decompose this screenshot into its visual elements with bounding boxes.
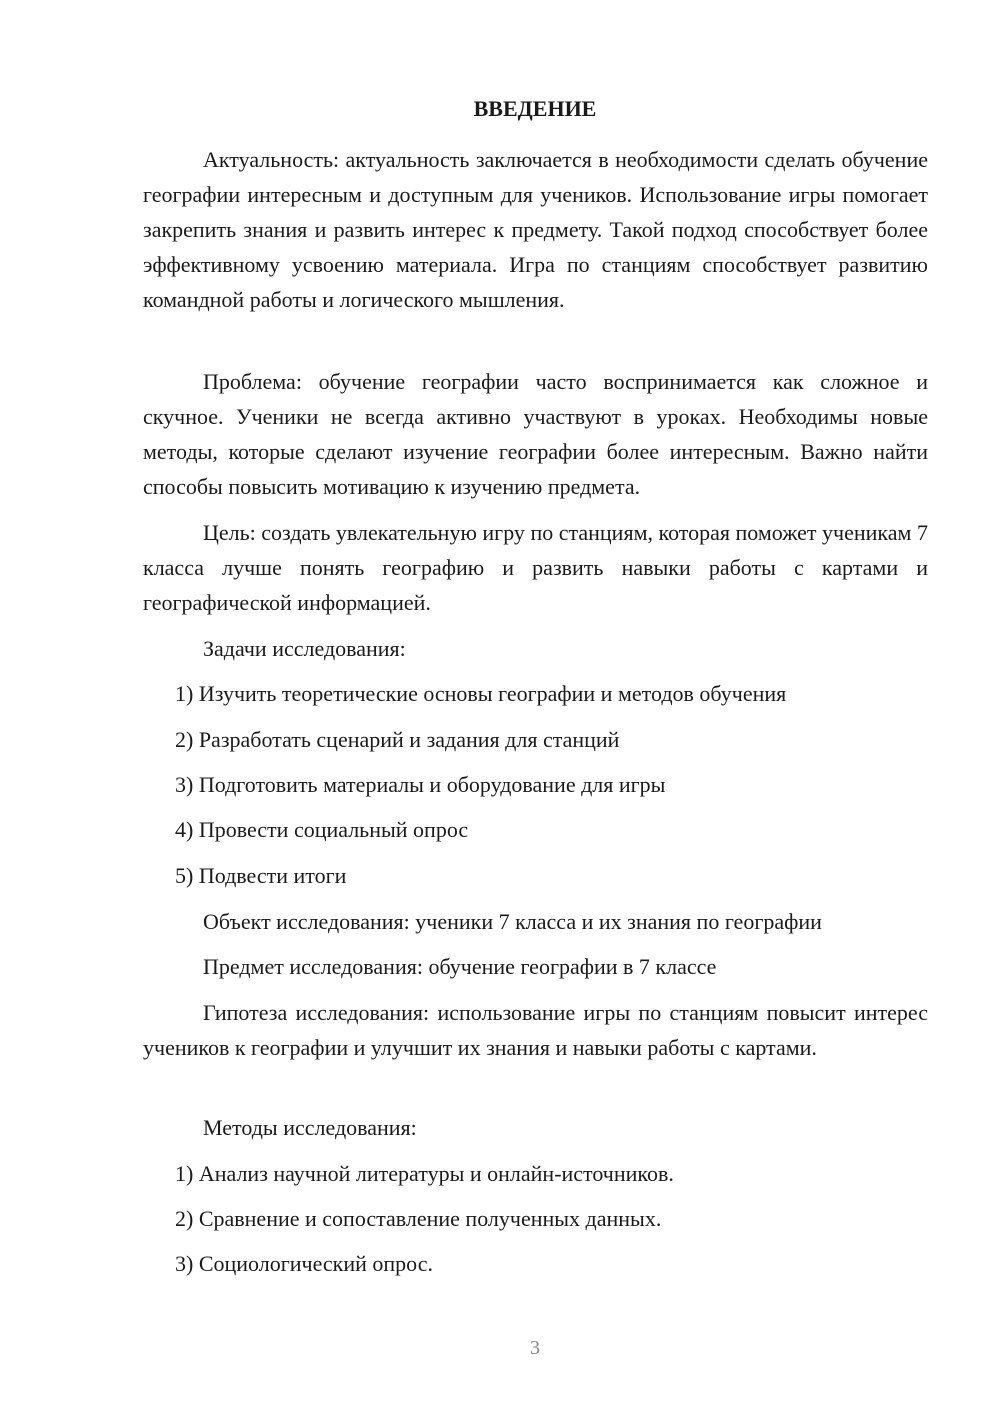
method-item: 1) Анализ научной литературы и онлайн-источников. [175,1161,674,1186]
task-item: 4) Провести социальный опрос [175,817,469,842]
method-item: 3) Социологический опрос. [175,1251,433,1276]
page-title: ВВЕДЕНИЕ [473,96,597,121]
problem-paragraph: Проблема: обучение географии часто воспринимается как сложное и скучное. Ученики не всегда активно участвуют в уроках. Необходимы новые методы, которые сделают изучение географии более интересным. Важно найти способы повысить мотивацию к изучению предмета. [143,369,928,499]
hypothesis-paragraph: Гипотеза исследования: использование игры по станциям повысит интерес учеников к географии и улучшит их знания и навыки работы с картами. [143,1000,928,1060]
task-item: 1) Изучить теоретические основы географии и методов обучения [175,681,787,706]
goal-section [143,515,928,620]
hypothesis-section [143,995,928,1065]
tasks-heading: Задачи исследования: [203,636,406,661]
task-item: 3) Подготовить материалы и оборудование для игры [175,772,666,797]
research-subject: Предмет исследования: обучение географии в 7 классе [203,954,717,979]
relevance-section [143,142,928,317]
page-number: 3 [530,1337,540,1359]
method-item: 2) Сравнение и сопоставление полученных данных. [175,1206,662,1231]
problem-section [143,364,928,504]
goal-paragraph: Цель: создать увлекательную игру по станциям, которая поможет ученикам 7 класса лучше понять географию и развить навыки работы с картами и географической информацией. [143,520,928,615]
relevance-paragraph: Актуальность: актуальность заключается в необходимости сделать обучение географии интересным и доступным для учеников. Использование игры помогает закрепить знания и развить интерес к предмету. Такой подход способствует более эффективному усвоению материала. Игра по станциям способствует развитию командной работы и логического мышления. [143,147,928,312]
methods-heading: Методы исследования: [203,1115,417,1140]
research-object: Объект исследования: ученики 7 класса и их знания по географии [203,909,822,934]
task-item: 5) Подвести итоги [175,863,347,888]
task-item: 2) Разработать сценарий и задания для станций [175,727,620,752]
